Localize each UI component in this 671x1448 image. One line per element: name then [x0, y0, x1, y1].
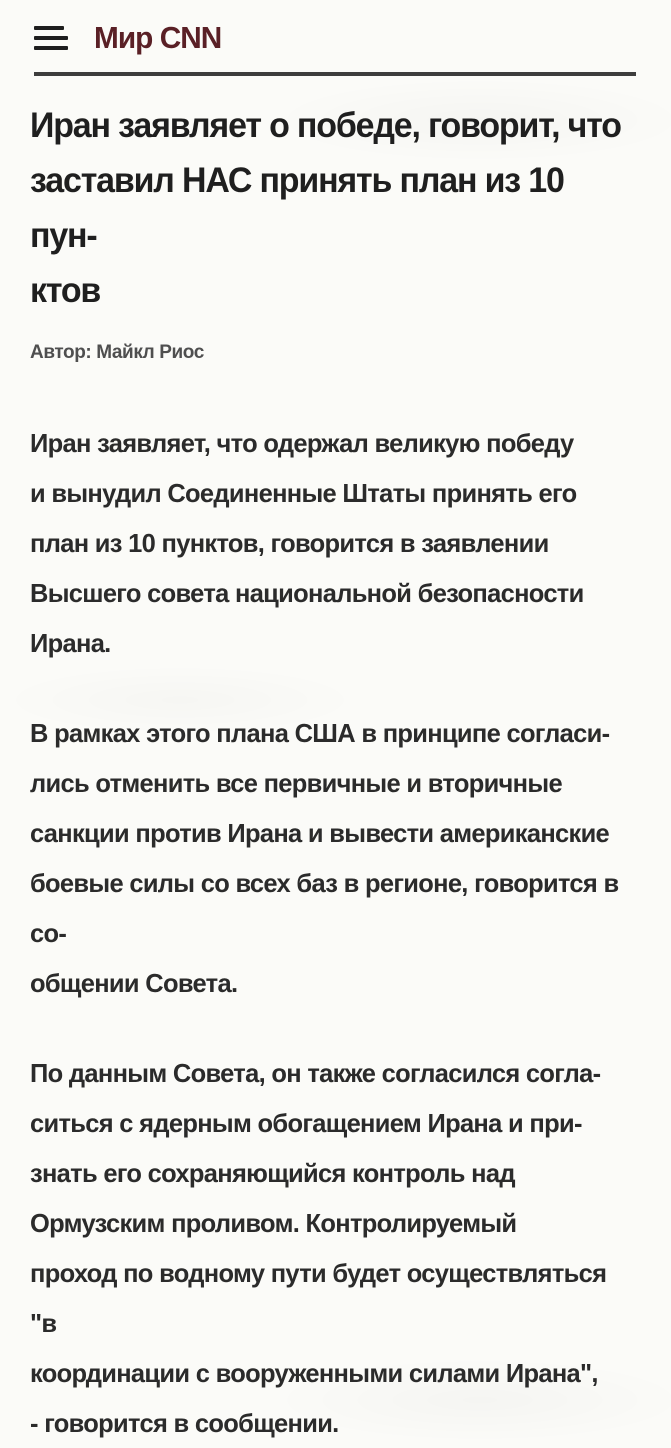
app-header: [18, 0, 653, 56]
brand-logo[interactable]: Мир CNN: [94, 20, 222, 55]
article-paragraph: По данным Совета, он также согласился согла- ситься с ядерным обогащением Ирана и при- знать его сохраняющийся контроль над Ормузским проливом. Контролируемый проход по водному пути будет осуществляться "в координации с вооруженными силами Ирана", - говорится в сообщении.: [30, 1058, 607, 1438]
article-paragraph: Иран заявляет, что одержал великую победу и вынудил Соединенные Штаты принять его план из 10 пунктов, говорится в заявлении Высшего совета национальной безопасности Ирана.: [30, 428, 584, 658]
header-divider: [34, 72, 636, 76]
article: [18, 98, 653, 1448]
article-byline: Автор: Майкл Риос: [30, 342, 204, 363]
article-headline: Иран заявляет о победе, говорит, что заставил НАС принять план из 10 пун- ктов: [30, 106, 621, 310]
article-body: [30, 418, 643, 1448]
article-paragraph: В рамках этого плана США в принципе согласи- лись отменить все первичные и вторичные санкции против Ирана и вывести американские боевые силы со всех баз в регионе, говорится в со- общении Совета.: [30, 718, 619, 998]
menu-button[interactable]: [34, 24, 70, 52]
